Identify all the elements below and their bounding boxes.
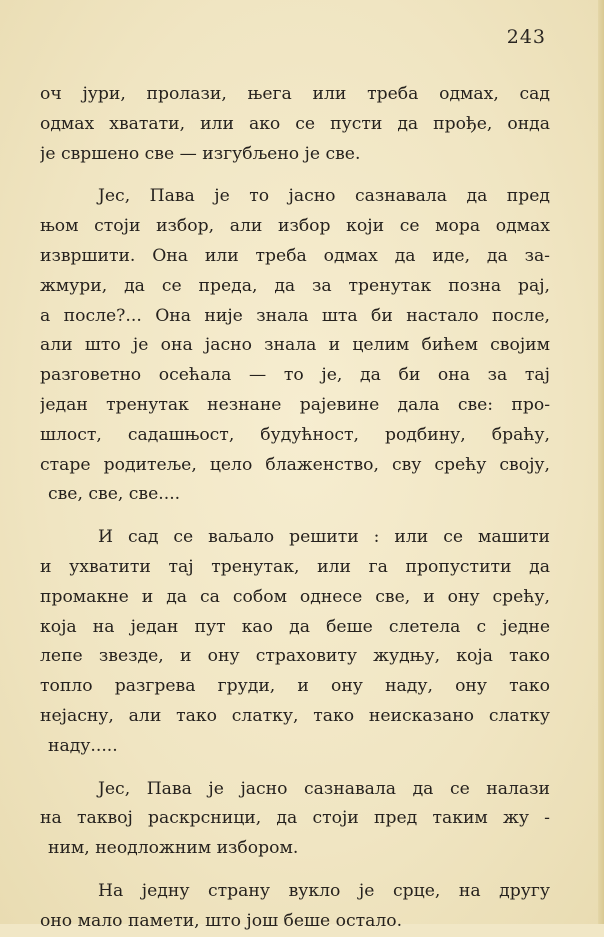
text-line: на таквој раскрсници, да стоји пред таким жу -	[40, 808, 550, 829]
text-line: жмури, да се преда, да за тренутак позна рај,	[40, 275, 550, 296]
paragraph-5	[40, 877, 550, 937]
text-line: И сад се ваљало решити : или се машити	[98, 527, 550, 548]
text-line: која на један пут као да беше слетела с једне	[40, 616, 550, 637]
text-line: старе родитеље, цело блаженство, сву срећу своју,	[40, 454, 550, 475]
paragraph-4	[40, 775, 550, 864]
text-line: нејасну, али тако слатку, тако неисказано слатку	[40, 705, 550, 726]
text-line: наду.....	[48, 735, 118, 756]
text-line: топло разгрева груди, и ону наду, ону тако	[40, 676, 550, 697]
text-line: Јес, Пава је то јасно сазнавала да пред	[98, 186, 550, 207]
text-line: оно мало памети, што још беше остало.	[40, 910, 403, 931]
text-line: извршити. Она или треба одмах да иде, да за-	[40, 245, 550, 266]
text-line: Јес, Пава је јасно сазнавала да се налази	[98, 778, 550, 799]
text-line: њом стоји избор, али избор који се мора одмах	[40, 216, 550, 237]
body-text	[40, 80, 550, 937]
paragraph-2	[40, 182, 550, 510]
paragraph-3	[40, 523, 550, 761]
text-line: али што је она јасно знала и целим бићем својим	[40, 335, 550, 356]
paragraph-1	[40, 80, 550, 169]
text-line: На једну страну вукло је срце, на другу	[98, 880, 550, 901]
text-line: промакне и да са собом однесе све, и ону срећу,	[40, 586, 550, 607]
text-line: и ухватити тај тренутак, или га пропустити да	[40, 556, 550, 577]
page-edge	[598, 0, 604, 924]
text-line: шлост, садашњост, будућност, родбину, браћу,	[40, 424, 550, 445]
text-line: а после?... Она није знала шта би настало после,	[40, 305, 550, 326]
text-line: ним, неодложним избором.	[48, 838, 299, 859]
text-line: један тренутак незнане рајевине дала све: про-	[40, 394, 550, 415]
text-line: је свршено све — изгубљено је све.	[40, 143, 361, 164]
text-line: одмах хватати, или ако се пусти да прође, онда	[40, 113, 550, 134]
text-line: лепе звезде, и ону страховиту жудњу, која тако	[40, 646, 550, 667]
text-line: све, све, све....	[48, 484, 181, 505]
text-line: оч јури, пролази, њега или треба одмах, сад	[40, 84, 550, 104]
page-number: 243	[506, 26, 546, 48]
text-line: разговетно осећала — то је, да би она за тај	[40, 365, 550, 386]
